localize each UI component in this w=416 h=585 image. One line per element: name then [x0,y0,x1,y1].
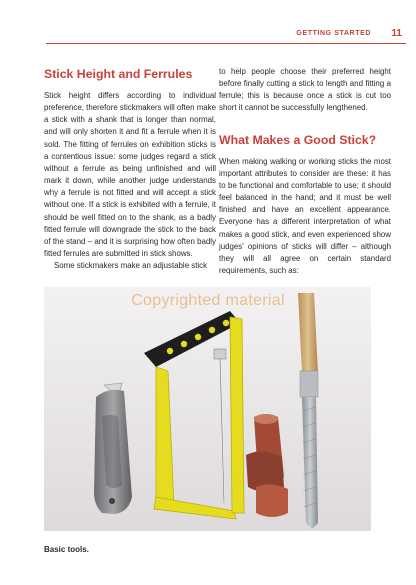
page-number: 11 [391,28,402,39]
section-heading-stick-height: Stick Height and Ferrules [44,67,193,81]
right-column [219,66,391,277]
body-paragraph: When making walking or working sticks the most important attributes to consider are these: it has to be functional and comfortable to use; it should feel balanced in the hand; and it must be well finished and have an excellent appearance. Everyone has a different interpretation of what makes a good stick, and even experienced show judges' opinions of sticks will differ – although they will all agree on certain standard requirements, such as: [219,156,391,276]
photo-basic-tools [44,287,371,531]
body-paragraph: Stick height differs according to individual preference, therefore stickmakers will often make a stick with a shank that is longer than normal, and will only shorten it and fit a ferrule when it is sold. The fitting of ferrules on exhibition sticks is a contentious issue: some judges regard a stick without a ferrule as being unfinished and will mark it down, while another judge understands why a ferrule is not fitted and will accept a stick without one. If a stick is exhibited with a ferrule, it should be well fitted on to the shank, as a badly fitted ferrule will downgrade the stick to the back of the stand – and it is surprising how often badly fitted ferrules are submitted in stick shows. [44,91,216,259]
header-rule [46,43,406,44]
body-paragraph: Some stickmakers make an adjustable stick [54,261,208,271]
running-head: GETTING STARTED [296,30,371,37]
copyright-watermark: Copyrighted material [131,292,285,309]
body-paragraph-continued: to help people choose their preferred height before finally cutting a stick to length and fitting a ferrule; this is because once a stick is cut too short it cannot be successfully lengthened. [219,67,391,113]
section-heading-good-stick: What Makes a Good Stick? [219,132,377,147]
photo-caption: Basic tools. [44,545,89,554]
left-column [44,66,216,272]
